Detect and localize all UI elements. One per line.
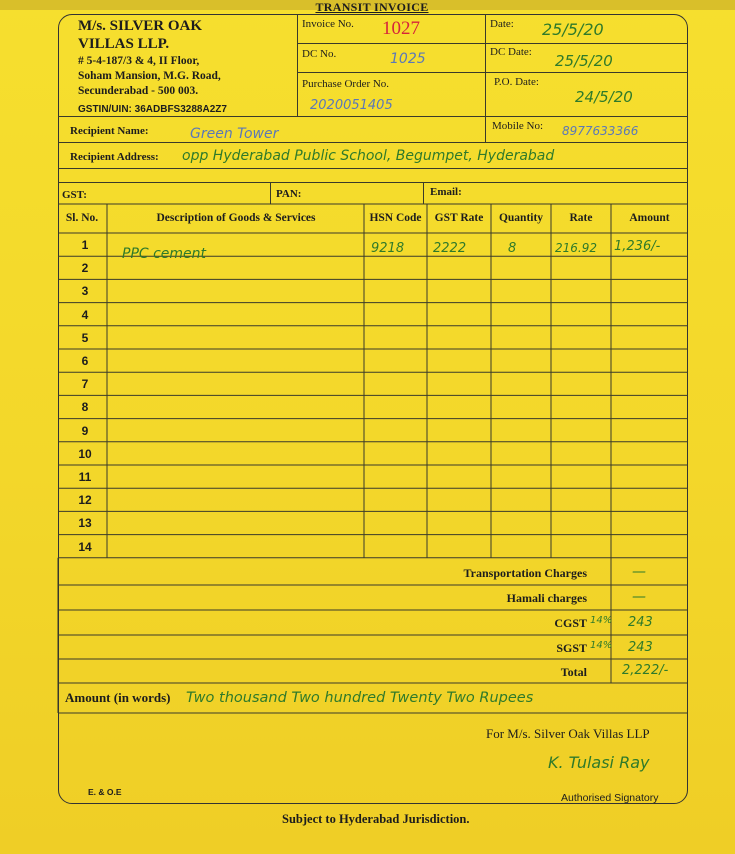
for-company-text: For M/s. Silver Oak Villas LLP (486, 726, 650, 741)
col-header-amount: Amount (629, 212, 670, 224)
jurisdiction-text: Subject to Hyderabad Jurisdiction. (282, 812, 470, 826)
po-no-value: 2020051405 (310, 98, 393, 113)
cgst-label: CGST (554, 616, 587, 630)
row-number: 12 (78, 493, 92, 508)
invoice-no-value: 1027 (382, 18, 420, 39)
po-no-label: Purchase Order No. (302, 78, 390, 90)
row-number: 1 (81, 238, 89, 252)
dc-date-label: DC Date: (490, 46, 532, 58)
authorised-signatory: Authorised Signatory (561, 792, 659, 804)
pan-label: PAN: (276, 188, 302, 200)
dc-date-value: 25/5/20 (555, 52, 613, 70)
row1-description: PPC cement (122, 246, 207, 262)
cgst-value: 243 (628, 615, 653, 630)
company-address-line1: # 5-4-187/3 & 4, II Floor, (78, 55, 200, 67)
mobile-no-label: Mobile No: (492, 120, 544, 132)
invoice-title: TRANSIT INVOICE (315, 0, 429, 14)
recipient-name-label: Recipient Name: (70, 125, 149, 137)
po-date-label: P.O. Date: (494, 76, 539, 88)
row1-amount: 1,236/- (614, 239, 661, 254)
recipient-address-value: opp Hyderabad Public School, Begumpet, Hyderabad (182, 148, 555, 164)
company-name-line2: VILLAS LLP. (78, 36, 170, 52)
col-header-quantity: Quantity (498, 212, 544, 224)
dc-no-label: DC No. (302, 48, 337, 60)
hamali-value: — (632, 589, 646, 605)
recipient-address-label: Recipient Address: (70, 151, 159, 163)
row1-gst-rate: 2222 (433, 241, 467, 256)
row-number: 10 (78, 446, 92, 461)
total-label: Total (560, 665, 587, 679)
sgst-value: 243 (628, 640, 653, 655)
row1-rate: 216.92 (555, 241, 597, 255)
company-address-line3: Secunderabad - 500 003. (78, 85, 199, 97)
company-address-line2: Soham Mansion, M.G. Road, (78, 70, 221, 82)
row-number: 5 (81, 330, 89, 345)
row-number: 14 (78, 539, 92, 554)
col-header-hsn: HSN Code (369, 212, 422, 224)
row-number: 7 (81, 377, 89, 392)
signature: K. Tulasi Ray (548, 753, 650, 772)
row-number: 9 (81, 423, 89, 438)
row-number: 6 (81, 354, 89, 368)
row-number: 3 (81, 284, 89, 299)
eoe-text: E. & O.E (88, 787, 122, 797)
col-header-description: Description of Goods & Services (156, 212, 316, 224)
col-header-slno: Sl. No. (65, 212, 99, 224)
row1-quantity: 8 (508, 241, 517, 256)
row-number: 4 (81, 307, 89, 322)
row-number: 11 (78, 470, 92, 484)
cgst-rate: 14% (590, 615, 613, 626)
invoice-no-label: Invoice No. (302, 18, 354, 30)
company-gstin: GSTIN/UIN: 36ADBFS3288A2Z7 (78, 104, 227, 115)
company-name: M/s. SILVER OAK (78, 18, 203, 34)
total-value: 2,222/- (622, 663, 669, 678)
row-number: 2 (81, 261, 89, 276)
row1-hsn: 9218 (371, 241, 405, 256)
amount-words-label: Amount (in words) (65, 690, 171, 705)
mobile-no-value: 8977633366 (562, 124, 639, 138)
col-header-rate: Rate (569, 212, 593, 224)
transport-label: Transportation Charges (463, 566, 587, 580)
row-number: 8 (81, 400, 89, 415)
recipient-name-value: Green Tower (190, 126, 279, 142)
sgst-label: SGST (556, 641, 587, 655)
dc-no-value: 1025 (390, 51, 426, 67)
email-label: Email: (430, 186, 462, 198)
sgst-rate: 14% (590, 640, 613, 651)
po-date-value: 24/5/20 (575, 88, 633, 106)
row-number: 13 (78, 516, 92, 531)
transport-value: — (632, 564, 646, 580)
gst-label: GST: (62, 189, 87, 201)
hamali-label: Hamali charges (506, 591, 587, 605)
date-label: Date: (490, 18, 514, 30)
col-header-gst-rate: GST Rate (434, 212, 484, 224)
date-value: 25/5/20 (542, 20, 604, 39)
amount-words-value: Two thousand Two hundred Twenty Two Rupees (186, 690, 534, 706)
